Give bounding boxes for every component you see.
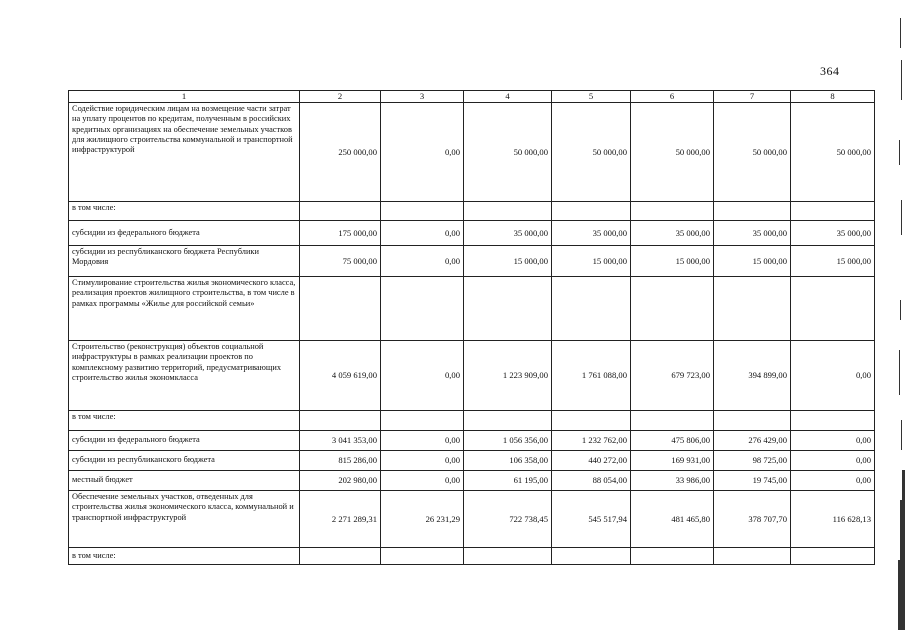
cell-value: 15 000,00 <box>714 246 791 277</box>
cell-value: 1 056 356,00 <box>464 431 552 451</box>
row-label: субсидии из федерального бюджета <box>69 431 300 451</box>
cell-value: 1 223 909,00 <box>464 341 552 411</box>
cell-value: 3 041 353,00 <box>300 431 381 451</box>
cell-value: 4 059 619,00 <box>300 341 381 411</box>
cell-value <box>381 277 464 341</box>
cell-value: 15 000,00 <box>791 246 875 277</box>
table-row <box>69 451 875 471</box>
cell-value: 0,00 <box>381 431 464 451</box>
cell-value <box>381 411 464 431</box>
cell-value: 61 195,00 <box>464 471 552 491</box>
row-label: Стимулирование строительства жилья экономического класса, реализация проектов жилищного строительства, в том числе в рамках программы «Жилье для российской семьи» <box>69 277 300 341</box>
cell-value <box>791 411 875 431</box>
cell-value: 1 232 762,00 <box>552 431 631 451</box>
cell-value <box>464 202 552 221</box>
row-label: Содействие юридическим лицам на возмещение части затрат на уплату процентов по кредитам, полученным в российских кредитных организациях на обеспечение земельных участков для жилищного строительства коммунальной и транспортной инфраструктурой <box>69 103 300 202</box>
table-row <box>69 471 875 491</box>
cell-value: 35 000,00 <box>791 221 875 246</box>
cell-value <box>464 277 552 341</box>
cell-value: 1 761 088,00 <box>552 341 631 411</box>
table-row <box>69 221 875 246</box>
cell-value: 35 000,00 <box>552 221 631 246</box>
cell-value: 0,00 <box>381 221 464 246</box>
cell-value: 0,00 <box>791 471 875 491</box>
column-header: 1 <box>69 91 300 103</box>
table-row <box>69 548 875 565</box>
cell-value <box>464 411 552 431</box>
cell-value <box>552 548 631 565</box>
cell-value: 35 000,00 <box>464 221 552 246</box>
cell-value <box>631 548 714 565</box>
cell-value <box>714 411 791 431</box>
cell-value <box>791 277 875 341</box>
cell-value: 250 000,00 <box>300 103 381 202</box>
table-row <box>69 411 875 431</box>
table-row <box>69 277 875 341</box>
cell-value <box>631 202 714 221</box>
cell-value: 15 000,00 <box>631 246 714 277</box>
scan-edge-artifact <box>883 0 905 640</box>
table-row <box>69 103 875 202</box>
cell-value <box>300 277 381 341</box>
header-row <box>69 91 875 103</box>
cell-value: 98 725,00 <box>714 451 791 471</box>
cell-value: 481 465,80 <box>631 491 714 548</box>
cell-value <box>552 411 631 431</box>
cell-value: 35 000,00 <box>714 221 791 246</box>
cell-value: 88 054,00 <box>552 471 631 491</box>
cell-value <box>381 202 464 221</box>
cell-value <box>381 548 464 565</box>
cell-value: 116 628,13 <box>791 491 875 548</box>
cell-value <box>300 411 381 431</box>
row-label: Обеспечение земельных участков, отведенных для строительства жилья экономического класса, коммунальной и транспортной инфраструктурой <box>69 491 300 548</box>
cell-value: 19 745,00 <box>714 471 791 491</box>
row-label: в том числе: <box>69 411 300 431</box>
cell-value: 394 899,00 <box>714 341 791 411</box>
cell-value: 0,00 <box>381 103 464 202</box>
cell-value: 15 000,00 <box>552 246 631 277</box>
cell-value: 106 358,00 <box>464 451 552 471</box>
cell-value: 0,00 <box>791 431 875 451</box>
column-header: 7 <box>714 91 791 103</box>
table-row <box>69 491 875 548</box>
cell-value <box>552 202 631 221</box>
cell-value <box>791 548 875 565</box>
cell-value <box>300 202 381 221</box>
cell-value: 0,00 <box>791 341 875 411</box>
budget-table <box>68 90 875 565</box>
cell-value: 679 723,00 <box>631 341 714 411</box>
cell-value: 50 000,00 <box>631 103 714 202</box>
table-row <box>69 202 875 221</box>
cell-value <box>631 411 714 431</box>
cell-value <box>714 548 791 565</box>
cell-value: 0,00 <box>381 341 464 411</box>
cell-value: 722 738,45 <box>464 491 552 548</box>
page-number: 364 <box>820 64 840 78</box>
cell-value: 0,00 <box>381 471 464 491</box>
cell-value: 0,00 <box>791 451 875 471</box>
cell-value: 26 231,29 <box>381 491 464 548</box>
row-label: Строительство (реконструкция) объектов социальной инфраструктуры в рамках реализации проектов по комплексному развитию территорий, предусматривающих строительство жилья экономкласса <box>69 341 300 411</box>
column-header: 6 <box>631 91 714 103</box>
cell-value: 440 272,00 <box>552 451 631 471</box>
row-label: местный бюджет <box>69 471 300 491</box>
column-header: 5 <box>552 91 631 103</box>
row-label: субсидии из федерального бюджета <box>69 221 300 246</box>
table-row <box>69 341 875 411</box>
column-header: 2 <box>300 91 381 103</box>
cell-value: 50 000,00 <box>464 103 552 202</box>
cell-value: 475 806,00 <box>631 431 714 451</box>
cell-value <box>300 548 381 565</box>
cell-value <box>714 277 791 341</box>
column-header: 4 <box>464 91 552 103</box>
cell-value: 202 980,00 <box>300 471 381 491</box>
cell-value: 50 000,00 <box>714 103 791 202</box>
cell-value: 35 000,00 <box>631 221 714 246</box>
row-label: субсидии из республиканского бюджета <box>69 451 300 471</box>
cell-value: 75 000,00 <box>300 246 381 277</box>
cell-value: 15 000,00 <box>464 246 552 277</box>
cell-value: 50 000,00 <box>791 103 875 202</box>
cell-value: 0,00 <box>381 451 464 471</box>
cell-value: 169 931,00 <box>631 451 714 471</box>
cell-value: 50 000,00 <box>552 103 631 202</box>
cell-value: 276 429,00 <box>714 431 791 451</box>
cell-value: 545 517,94 <box>552 491 631 548</box>
cell-value <box>464 548 552 565</box>
cell-value: 815 286,00 <box>300 451 381 471</box>
cell-value: 0,00 <box>381 246 464 277</box>
row-label: в том числе: <box>69 202 300 221</box>
table-row <box>69 431 875 451</box>
column-header: 8 <box>791 91 875 103</box>
cell-value <box>791 202 875 221</box>
cell-value <box>714 202 791 221</box>
cell-value <box>631 277 714 341</box>
cell-value: 2 271 289,31 <box>300 491 381 548</box>
row-label: субсидии из республиканского бюджета Республики Мордовия <box>69 246 300 277</box>
row-label: в том числе: <box>69 548 300 565</box>
cell-value <box>552 277 631 341</box>
table-row <box>69 246 875 277</box>
column-header: 3 <box>381 91 464 103</box>
cell-value: 378 707,70 <box>714 491 791 548</box>
cell-value: 175 000,00 <box>300 221 381 246</box>
cell-value: 33 986,00 <box>631 471 714 491</box>
